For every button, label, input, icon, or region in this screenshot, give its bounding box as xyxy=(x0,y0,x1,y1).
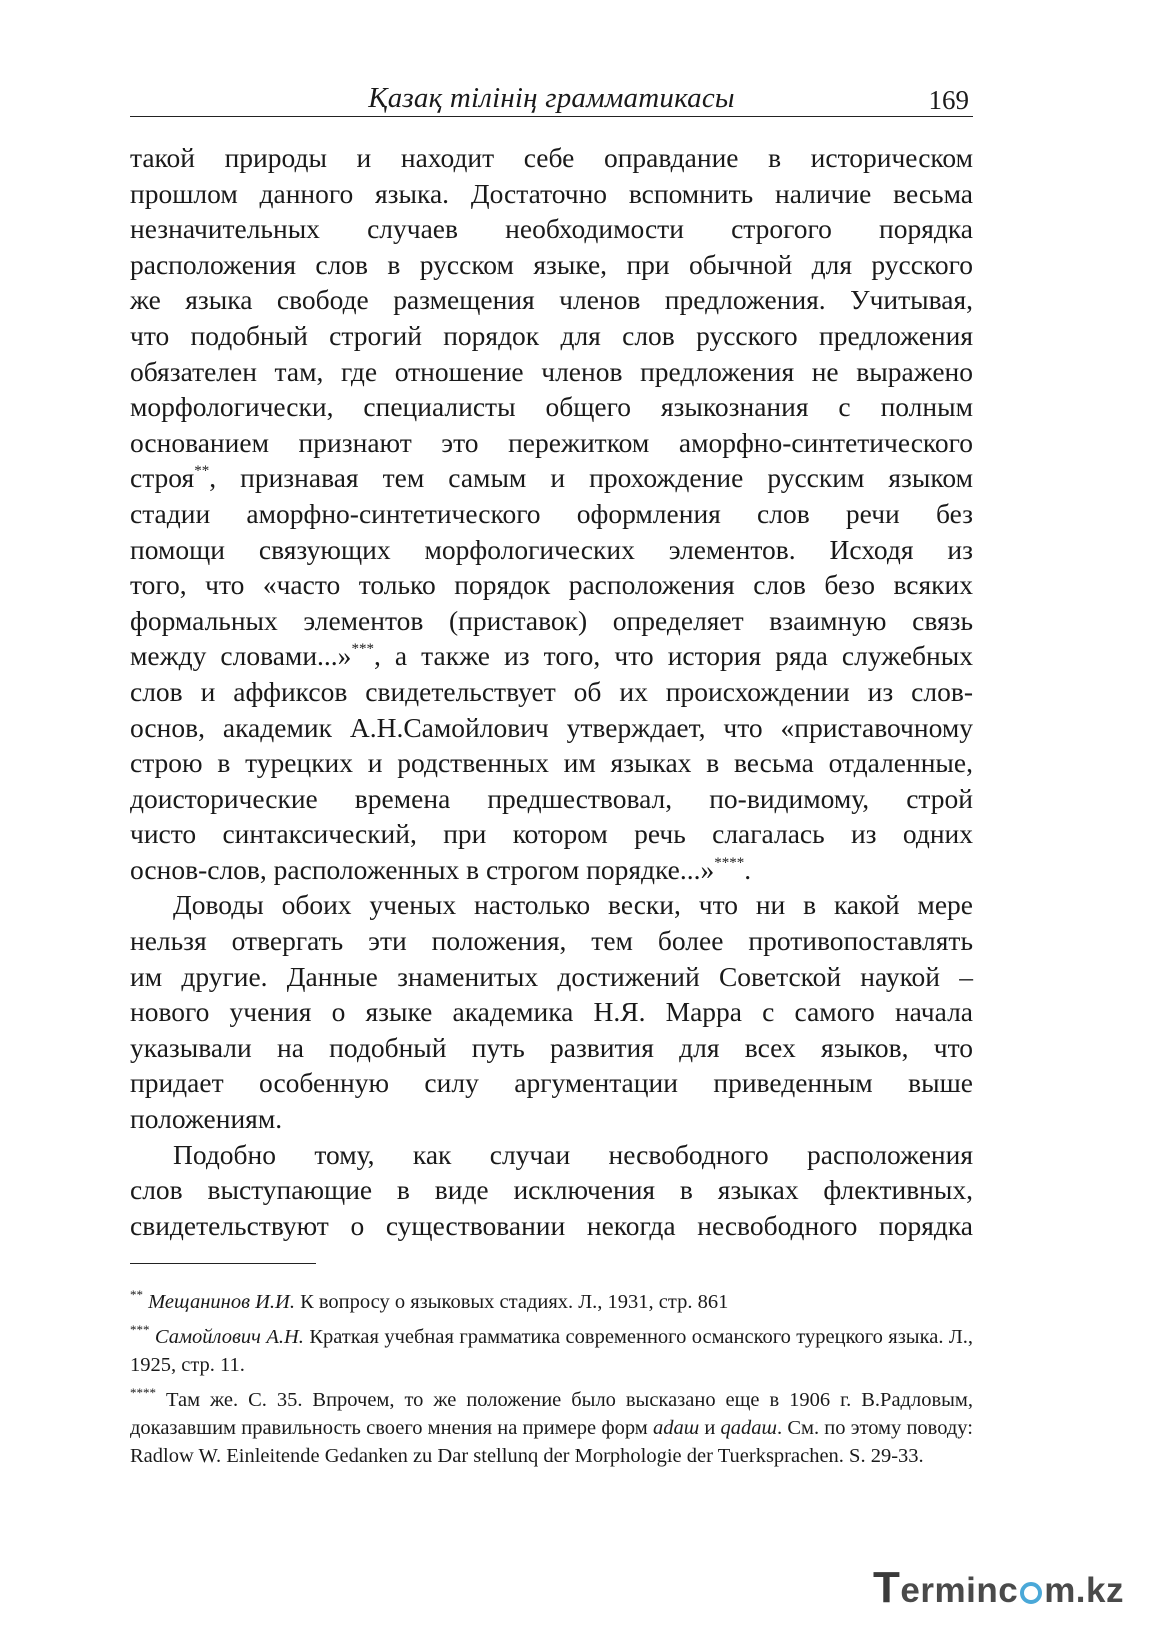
running-header xyxy=(130,80,973,117)
footnote-ref-2star[interactable]: ** xyxy=(194,463,210,480)
page-number: 169 xyxy=(928,85,969,115)
footnote-2star xyxy=(130,1288,973,1316)
watermark-letter: T xyxy=(873,1563,901,1612)
running-title: Қазақ тілінің грамматикасы xyxy=(368,82,735,114)
footnote-text: . См. по этому поводу: Radlow W. Einleitende Gedanken zu Dar stellunq der Morphologie der Tuerksprachen. S. 29-33. xyxy=(130,1417,973,1467)
watermark-text: m.kz xyxy=(1044,1571,1124,1610)
text-line: помощи связующих морфологических элементов. Исходя из xyxy=(130,533,973,565)
text-line: слов выступающие в виде исключения в языках флективных, xyxy=(130,1174,973,1206)
text-line: строю в турецких и родственных им языках в весьма отдаленные, xyxy=(130,747,973,779)
text-line xyxy=(130,638,973,674)
text-fragment: , признавая тем самым и прохождение русским языком xyxy=(209,462,973,494)
footnote-ref-4star[interactable]: **** xyxy=(714,854,745,871)
text-line: стадии аморфно-синтетического оформления слов речи без xyxy=(130,497,973,529)
magnifier-icon xyxy=(1020,1582,1042,1604)
footnote-marker: *** xyxy=(130,1322,150,1337)
footnote-author: Мещанинов И.И. xyxy=(148,1291,295,1313)
footnote-text: К вопросу о языковых стадиях. Л., 1931, стр. 861 xyxy=(300,1291,729,1313)
footnotes xyxy=(130,1288,973,1477)
footnote-marker: ** xyxy=(130,1287,143,1302)
text-line: прошлом данного языка. Достаточно вспомнить наличие весьма xyxy=(130,177,973,209)
text-fragment: основ-слов, расположенных в строгом порядке...» xyxy=(130,853,715,885)
footnote-form: qadaш xyxy=(720,1417,778,1439)
text-fragment: . xyxy=(744,853,752,885)
text-line: нового учения о языке академика Н.Я. Марра с самого начала xyxy=(130,996,973,1028)
text-line: доисторические времена предшествовал, по-видимому, строй xyxy=(130,782,973,814)
text-line: придает особенную силу аргументации приведенным выше xyxy=(130,1067,973,1099)
footnote-text: и xyxy=(704,1417,716,1439)
text-line: незначительных случаев необходимости строгого порядка xyxy=(130,213,973,245)
text-line: основанием признают это пережитком аморфно-синтетического xyxy=(130,426,973,458)
text-line: что подобный строгий порядок для слов русского предложения xyxy=(130,319,973,351)
text-fragment: , а также из того, что история ряда служебных xyxy=(373,640,973,672)
text-line: же языка свободе размещения членов предложения. Учитывая, xyxy=(130,284,973,316)
text-line: того, что «часто только порядок расположения слов безо всяких xyxy=(130,569,973,601)
book-page xyxy=(130,0,973,1637)
text-line: нельзя отвергать эти положения, тем более противопоставлять xyxy=(130,925,973,957)
text-line: им другие. Данные знаменитых достижений Советской наукой – xyxy=(130,960,973,992)
footnote-form: adaш xyxy=(652,1417,700,1439)
text-line: расположения слов в русском языке, при обычной для русского xyxy=(130,248,973,280)
text-fragment: между словами...» xyxy=(130,640,352,672)
text-line xyxy=(130,852,973,888)
text-line: основ, академик А.Н.Самойлович утверждает, что «приставочному xyxy=(130,711,973,743)
body-text xyxy=(130,140,973,1243)
footnote-3star xyxy=(130,1323,973,1379)
text-fragment: строя xyxy=(130,462,195,494)
footnote-ref-3star[interactable]: *** xyxy=(351,641,374,658)
text-line: чисто синтаксический, при котором речь слагалась из одних xyxy=(130,818,973,850)
text-line: обязателен там, где отношение членов предложения не выражено xyxy=(130,355,973,387)
text-line: Подобно тому, как случаи несвободного расположения xyxy=(173,1138,973,1170)
text-line: формальных элементов (приставок) определяет взаимную связь xyxy=(130,604,973,636)
text-line: свидетельствуют о существовании некогда несвободного порядка xyxy=(130,1209,973,1241)
footnote-marker: **** xyxy=(130,1385,156,1400)
watermark-text: erminc xyxy=(900,1571,1019,1610)
footnote-divider xyxy=(130,1263,316,1264)
text-line: слов и аффиксов свидетельствует об их происхождении из слов- xyxy=(130,675,973,707)
site-watermark xyxy=(873,1563,1124,1613)
footnote-text: Там же. С. 35. Впрочем, то же положение было высказано еще в 1906 г. В.Радловым, доказавшим правильность своего мнения на примере форм xyxy=(130,1389,974,1439)
text-line: Доводы обоих ученых настолько вески, что ни в какой мере xyxy=(173,889,973,921)
text-line: морфологически, специалисты общего языкознания с полным xyxy=(130,391,973,423)
text-line xyxy=(130,460,973,496)
footnote-author: Самойлович А.Н. xyxy=(154,1326,304,1348)
text-line: указывали на подобный путь развития для всех языков, что xyxy=(130,1031,973,1063)
footnote-4star xyxy=(130,1386,973,1470)
footnote-text: Краткая учебная грамматика современного османского турецкого языка. Л., 1925, стр. 11. xyxy=(130,1326,974,1376)
text-line: такой природы и находит себе оправдание в историческом xyxy=(130,142,973,173)
text-line: положениям. xyxy=(130,1103,283,1135)
